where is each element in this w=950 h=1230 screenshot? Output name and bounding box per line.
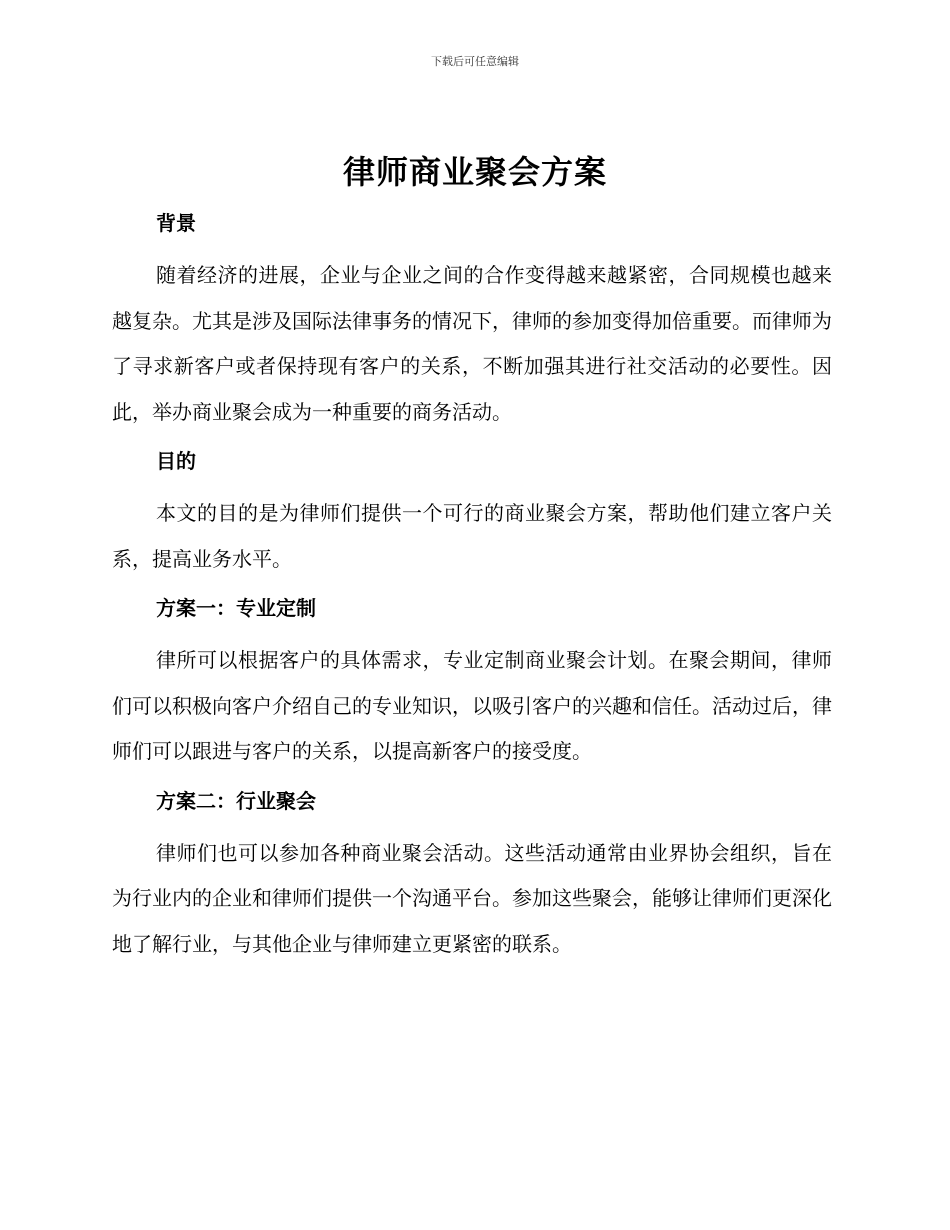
section-paragraph: 本文的目的是为律师们提供一个可行的商业聚会方案，帮助他们建立客户关系，提高业务水平。 <box>112 501 832 571</box>
section-paragraph: 随着经济的进展，企业与企业之间的合作变得越来越紧密，合同规模也越来越复杂。尤其是涉及国际法律事务的情况下，律师的参加变得加倍重要。而律师为了寻求新客户或者保持现有客户的关系，不断加强其进行社交活动的必要性。因此，举办商业聚会成为一种重要的商务活动。 <box>112 263 832 424</box>
section-heading: 方案一：专业定制 <box>156 596 316 620</box>
section-heading: 目的 <box>156 449 196 473</box>
section-paragraph: 律师们也可以参加各种商业聚会活动。这些活动通常由业界协会组织，旨在为行业内的企业和律师们提供一个沟通平台。参加这些聚会，能够让律师们更深化地了解行业，与其他企业与律师建立更紧密的联系。 <box>112 840 832 956</box>
section-background <box>112 203 832 435</box>
page-header-note: 下载后可任意编辑 <box>431 55 519 68</box>
section-plan-two <box>112 781 832 968</box>
section-plan-one <box>112 588 832 775</box>
section-heading: 方案二：行业聚会 <box>156 788 316 813</box>
section-paragraph: 律所可以根据客户的具体需求，专业定制商业聚会计划。在聚会期间，律师们可以积极向客户介绍自己的专业知识，以吸引客户的兴趣和信任。活动过后，律师们可以跟进与客户的关系，以提高新客户的接受度。 <box>112 648 832 763</box>
section-purpose <box>112 441 832 582</box>
section-heading: 背景 <box>156 211 196 235</box>
document-body <box>112 203 832 973</box>
document-title: 律师商业聚会方案 <box>342 153 607 191</box>
